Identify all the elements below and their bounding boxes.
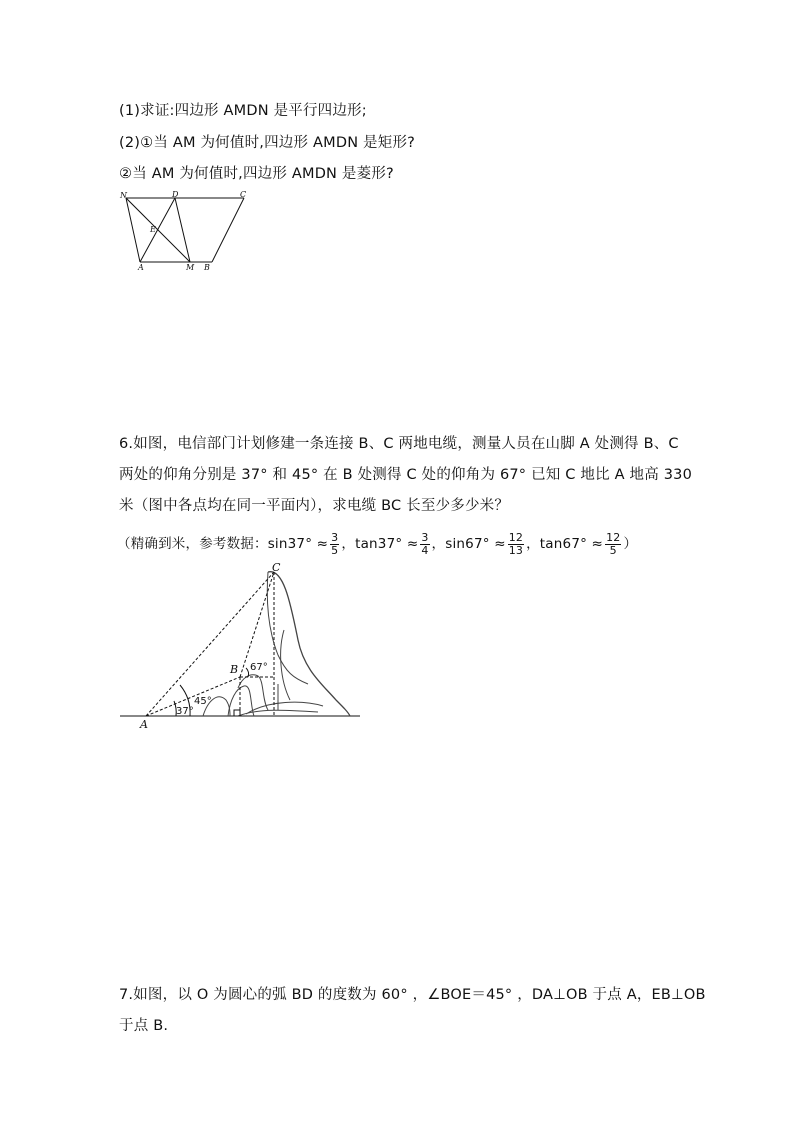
sin37-fraction: $\frac{3}{5}$ <box>331 530 339 557</box>
point-E-label: E <box>150 225 156 234</box>
q7-text-line1: 7.如图，以 O 为圆心的弧 BD 的度数为 60° ，∠BOE＝45° ，DA⊥OB 于点 A，EB⊥OB <box>119 987 706 1003</box>
q6-text-line3: 米（图中各点均在同一平面内），求电缆 BC 长至少多少米？ <box>119 498 510 514</box>
point-D-label: D <box>172 190 179 199</box>
q5-part2-rectangle: (2)①当 AM 为何值时,四边形 AMDN 是矩形? <box>119 135 416 151</box>
q6-text-line2: 两处的仰角分别是 37° 和 45° 在 B 处测得 C 处的仰角为 67° 已知 C 地比 A 地高 330 <box>119 467 693 483</box>
point-B-label-q6: B <box>230 663 239 676</box>
ref-sin67: ，sin67° ≈ <box>431 536 506 552</box>
q6-mountain-figure <box>118 560 363 730</box>
q5-part1: (1)求证:四边形 AMDN 是平行四边形; <box>119 103 367 119</box>
point-C-label-q6: C <box>272 561 281 574</box>
angle-37-label: 37° <box>176 706 194 717</box>
tan67-fraction: $\frac{12}{5}$ <box>606 530 621 557</box>
point-B-label: B <box>204 263 210 272</box>
q6-reference-data <box>117 530 637 558</box>
q6-text-line1: 6.如图，电信部门计划修建一条连接 B、C 两地电缆，测量人员在山脚 A 处测得 B、C <box>119 436 679 452</box>
q5-part2-rhombus: ②当 AM 为何值时,四边形 AMDN 是菱形? <box>119 166 394 182</box>
q7-text-line2: 于点 B. <box>119 1018 169 1034</box>
point-M-label: M <box>186 263 195 272</box>
point-N-label: N <box>120 191 127 200</box>
sin67-fraction: $\frac{12}{13}$ <box>508 530 524 557</box>
angle-67-label: 67° <box>250 662 268 673</box>
ref-tan67: ，tan67° ≈ <box>526 536 604 552</box>
tan37-fraction: $\frac{3}{4}$ <box>421 530 429 557</box>
q5-parallelogram-figure <box>118 190 254 272</box>
ref-suffix: ） <box>623 536 638 552</box>
angle-45-label: 45° <box>194 696 212 707</box>
ref-prefix: （精确到米，参考数据：sin37° ≈ <box>117 536 329 552</box>
point-A-label-q6: A <box>140 718 148 731</box>
point-C-label: C <box>240 190 247 199</box>
ref-tan37: ，tan37° ≈ <box>341 536 419 552</box>
point-A-label: A <box>138 263 144 272</box>
